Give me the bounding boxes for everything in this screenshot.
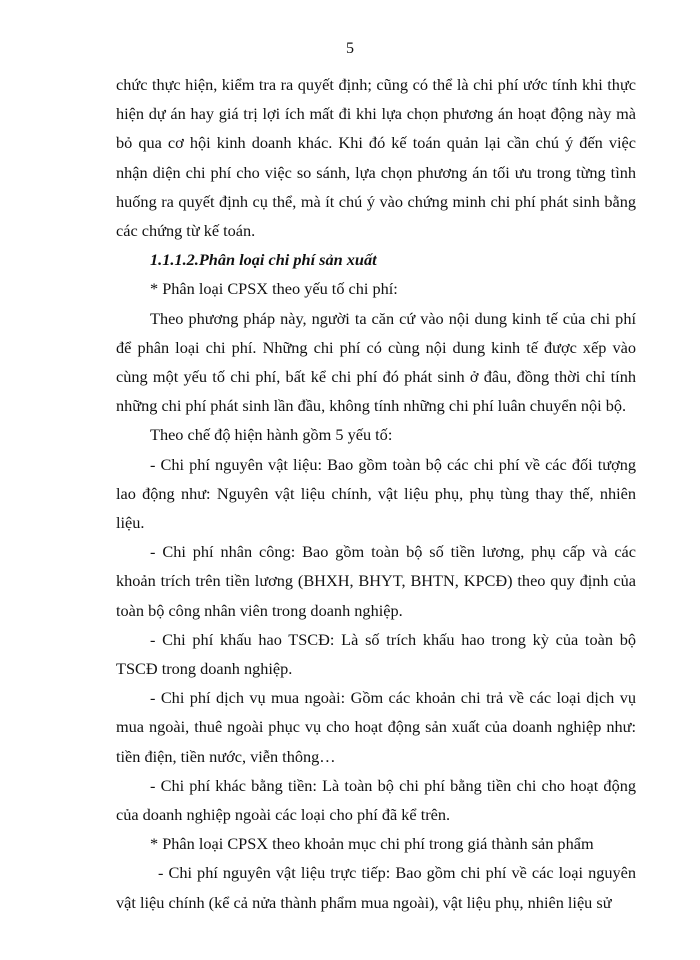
paragraph-regime: Theo chế độ hiện hành gồm 5 yếu tố: bbox=[150, 425, 393, 445]
page-number: 5 bbox=[346, 40, 354, 57]
paragraph-method: Theo phương pháp này, người ta căn cứ vào nội dung kinh tế của chi phí để phân loại chi phí. Những chi phí có cùng nội dung kinh tế được xếp vào cùng một yếu tố chi phí, bất kể chi phí đó phát sinh ở đâu, đồng thời chỉ tính những chi phí phát sinh lần đầu, không tính những chi phí luân chuyển nội bộ. bbox=[116, 308, 636, 416]
list-item: - Chi phí khác bằng tiền: Là toàn bộ chi phí bằng tiền chi cho hoạt động của doanh nghiệp ngoài các loại cho phí đã kể trên. bbox=[116, 775, 636, 825]
classification-heading-1: * Phân loại CPSX theo yếu tố chi phí: bbox=[150, 279, 398, 299]
list-item: - Chi phí nhân công: Bao gồm toàn bộ số tiền lương, phụ cấp và các khoản trích trên tiền lương (BHXH, BHYT, BHTN, KPCĐ) theo quy định của toàn bộ công nhân viên trong doanh nghiệp. bbox=[116, 542, 636, 620]
classification-heading-2: * Phân loại CPSX theo khoản mục chi phí trong giá thành sản phẩm bbox=[150, 834, 594, 854]
section-heading: 1.1.1.2.Phân loại chi phí sản xuất bbox=[150, 250, 377, 270]
list-item: - Chi phí nguyên vật liệu trực tiếp: Bao gồm chi phí về các loại nguyên vật liệu chính (kể cả nửa thành phẩm mua ngoài), vật liệu phụ, nhiên liệu sử bbox=[116, 863, 636, 912]
document-body bbox=[116, 70, 636, 917]
paragraph-continuation: chức thực hiện, kiểm tra ra quyết định; cũng có thể là chi phí ước tính khi thực hiện dự án hay giá trị lợi ích mất đi khi lựa chọn phương án hoạt động này mà bỏ qua cơ hội kinh doanh khác. Khi đó kế toán quản lại cần chú ý đến việc nhận diện chi phí cho việc so sánh, lựa chọn phương án tối ưu trong từng tình huống ra quyết định cụ thể, mà ít chú ý vào chứng minh chi phí phát sinh bằng các chứng từ kế toán. bbox=[116, 75, 636, 241]
list-item: - Chi phí dịch vụ mua ngoài: Gồm các khoản chi trả về các loại dịch vụ mua ngoài, thuê ngoài phục vụ cho hoạt động sản xuất của doanh nghiệp như: tiền điện, tiền nước, viễn thông… bbox=[116, 688, 636, 766]
list-item: - Chi phí nguyên vật liệu: Bao gồm toàn bộ các chi phí về các đối tượng lao động như: Nguyên vật liệu chính, vật liệu phụ, phụ tùng thay thế, nhiên liệu. bbox=[116, 454, 636, 533]
list-item: - Chi phí khấu hao TSCĐ: Là số trích khấu hao trong kỳ của toàn bộ TSCĐ trong doanh nghiệp. bbox=[116, 629, 636, 679]
